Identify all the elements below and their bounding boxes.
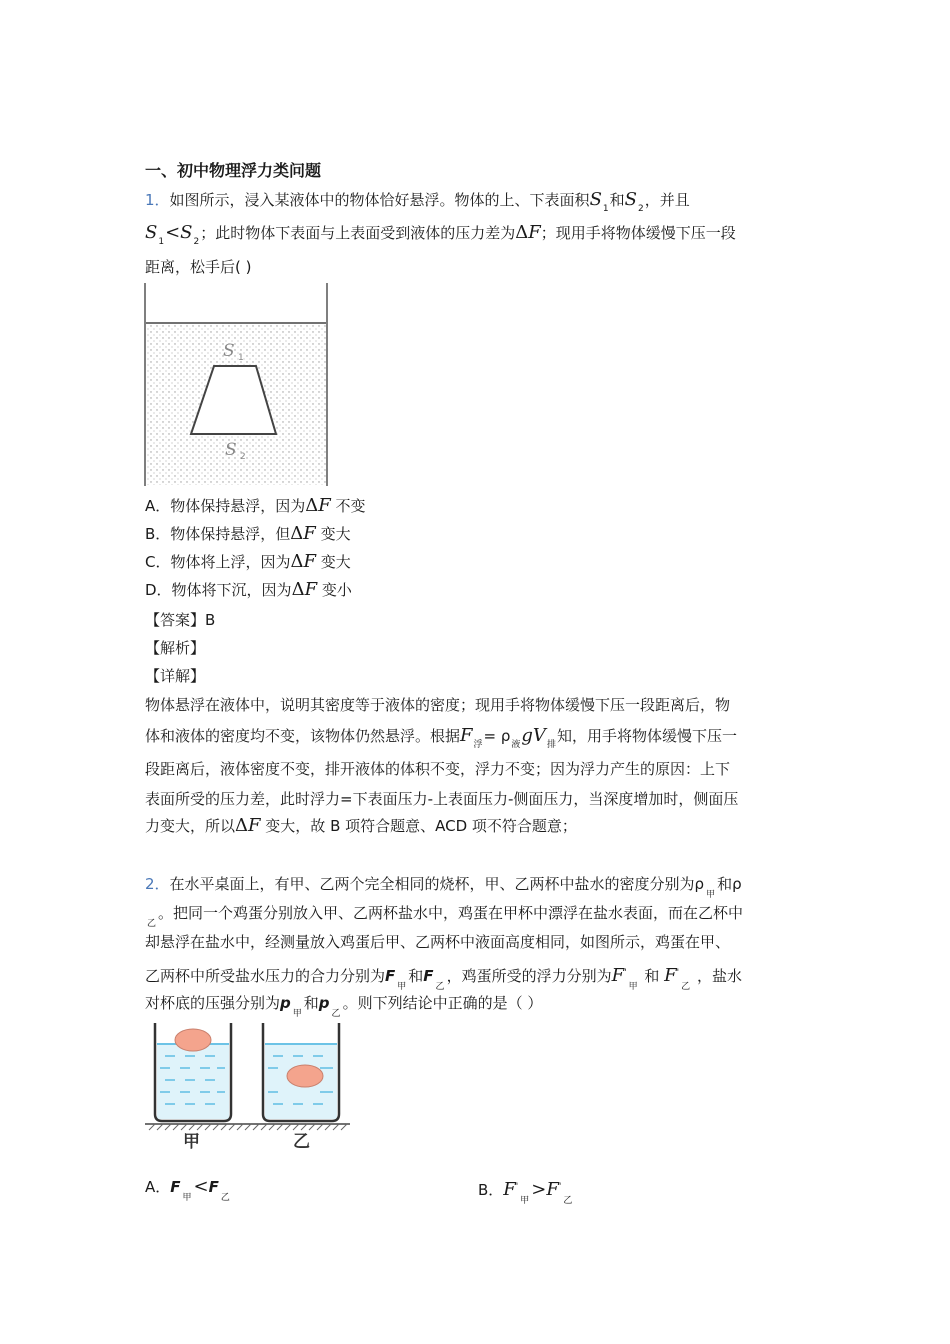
- q2-figure: [145, 1018, 355, 1153]
- q1-option-b: B．物体保持悬浮，但ΔF 变大: [145, 523, 351, 544]
- beakers-illustration: [145, 1018, 355, 1153]
- q2-line-1: 2．在水平桌面上，有甲、乙两个完全相同的烧杯，甲、乙两杯中盐水的密度分别为$\rho_甲$和ρ: [145, 875, 742, 900]
- section-title: 一、初中物理浮力类问题: [145, 161, 322, 180]
- svg-text:1: 1: [238, 353, 244, 363]
- q1-option-d: D．物体将下沉，因为ΔF 变小: [145, 579, 352, 600]
- q2-number: 2．: [145, 875, 170, 893]
- q1-number: 1．: [145, 191, 170, 209]
- q1-answer: 【答案】B: [145, 611, 216, 629]
- label-s1: S: [223, 341, 235, 361]
- q2-option-b: B．$F'_甲>F'_乙$: [478, 1179, 573, 1206]
- q2-line-3: 却悬浮在盐水中，经测量放入鸡蛋后甲、乙两杯中液面高度相同，如图所示，鸡蛋在甲、: [145, 933, 731, 951]
- q2-line-2: $_乙$。把同一个鸡蛋分别放入甲、乙两杯盐水中，鸡蛋在甲杯中漂浮在盐水表面，而在乙杯中: [147, 904, 744, 929]
- egg-suspended: [287, 1065, 323, 1087]
- label-yi: 乙: [293, 1132, 310, 1152]
- q1-explanation-3: 段距离后，液体密度不变，排开液体的体积不变，浮力不变；因为浮力产生的原因：上下: [145, 760, 731, 778]
- q1-explanation-1: 物体悬浮在液体中，说明其密度等于液体的密度；现用手将物体缓慢下压一段距离后，物: [145, 696, 731, 714]
- q1-figure: [144, 283, 328, 486]
- label-jia: 甲: [183, 1132, 200, 1152]
- svg-text:2: 2: [240, 452, 246, 462]
- q1-option-a: A．物体保持悬浮，因为ΔF 不变: [145, 495, 366, 516]
- q1-explanation-2: 体和液体的密度均不变，该物体仍然悬浮。根据$F_浮= \rho_液gV_排$知，用手将物体缓慢下压一: [145, 725, 737, 750]
- q1-line-1: 1．如图所示，浸入某液体中的物体恰好悬浮。物体的上、下表面积$S_1$和$S_2$，并且: [145, 189, 690, 214]
- q1-line-3: 距离，松手后( ): [145, 258, 252, 276]
- q1-analysis-heading: 【解析】: [145, 639, 206, 657]
- container-illustration: [144, 283, 328, 486]
- beaker-yi: [263, 1023, 339, 1121]
- q1-line-2: $S_1<S_2$；此时物体下表面与上表面受到液体的压力差为ΔF；现用手将物体缓慢下压一段: [145, 222, 736, 247]
- q1-option-c: C．物体将上浮，因为ΔF 变大: [145, 551, 351, 572]
- q1-explanation-4: 表面所受的压力差，此时浮力=下表面压力-上表面压力-侧面压力，当深度增加时，侧面压: [145, 790, 739, 808]
- q1-explanation-5: 力变大，所以ΔF 变大，故 B 项符合题意、ACD 项不符合题意；: [145, 815, 577, 836]
- q2-line-5: 对杯底的压强分别为$p_甲$和$p_乙$。则下列结论中正确的是（ ）: [145, 994, 543, 1019]
- label-s2: S: [225, 440, 237, 460]
- q1-detail-heading: 【详解】: [145, 667, 206, 685]
- egg-floating: [175, 1029, 211, 1051]
- q2-line-4: 乙两杯中所受盐水压力的合力分别为$F_甲$和$F_乙$，鸡蛋所受的浮力分别为$F'_甲$ 和 $F'_乙$ ，盐水: [145, 965, 742, 992]
- beaker-jia: [155, 1023, 231, 1121]
- q2-option-a: A．$F_甲<F_乙$: [145, 1176, 230, 1203]
